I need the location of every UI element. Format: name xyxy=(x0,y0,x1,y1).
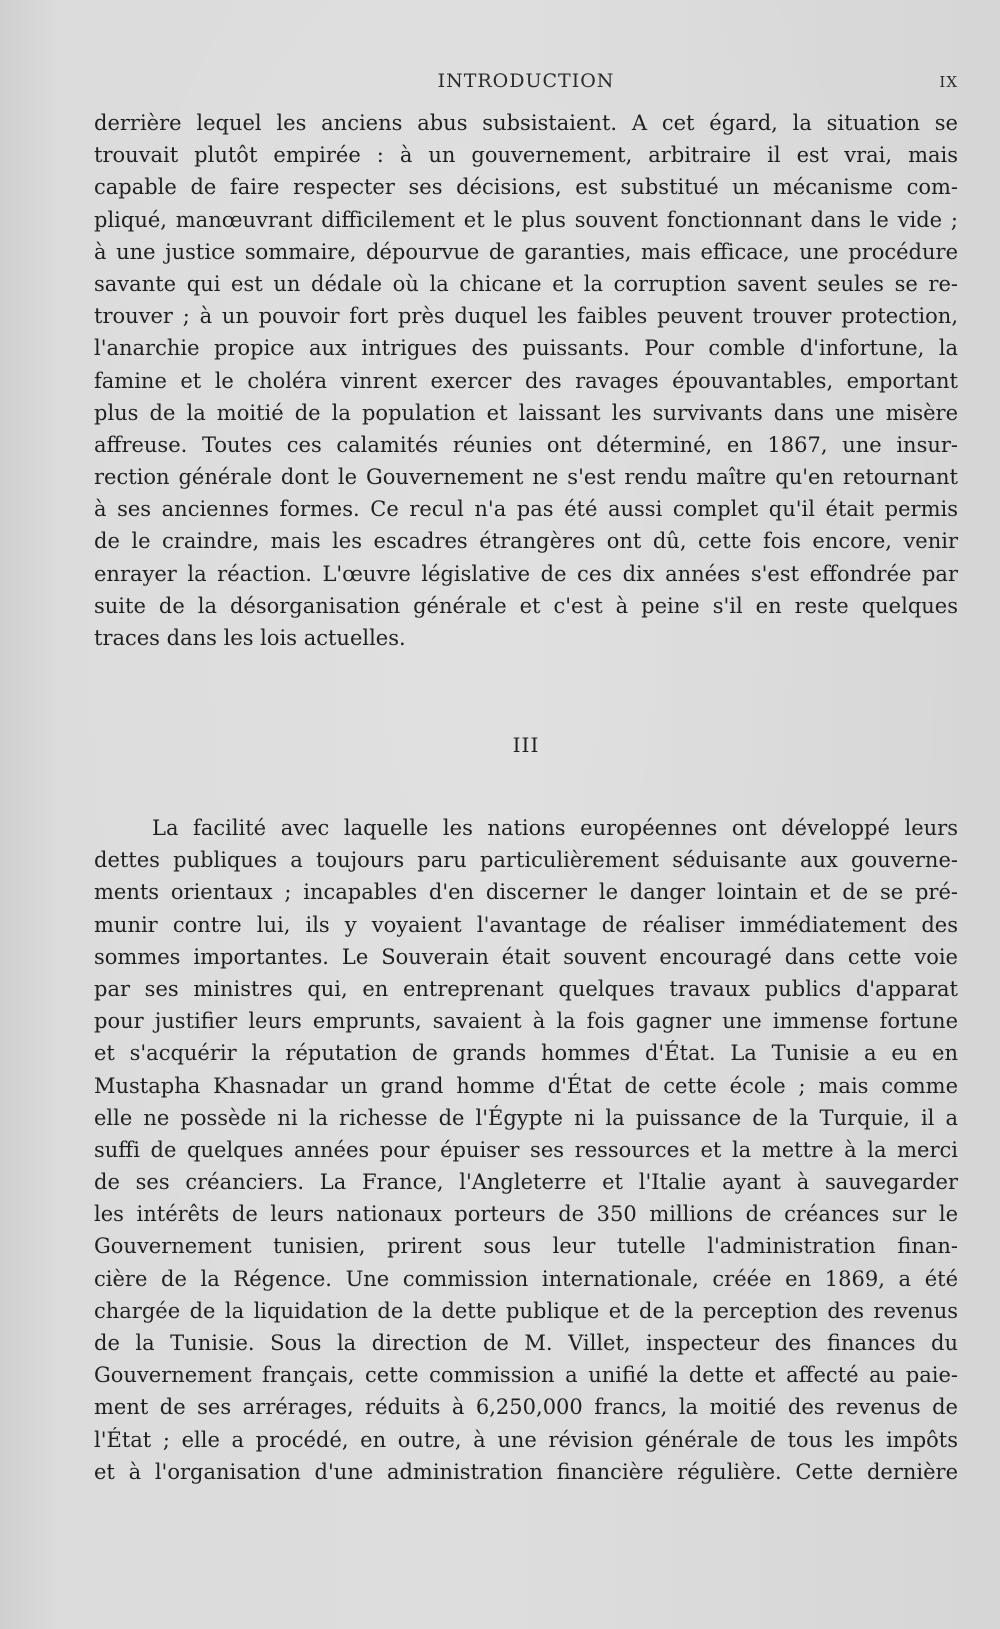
text-line: de la Tunisie. Sous la direction de M. Villet, inspecteur des finances du xyxy=(94,1331,958,1355)
text-line: ments orientaux ; incapables d'en discerner le danger lointain et de se pré- xyxy=(94,880,958,905)
text-line: Gouvernement tunisien, prirent sous leur tutelle l'administration finan- xyxy=(94,1234,958,1259)
text-line: munir contre lui, ils y voyaient l'avantage de réaliser immédiatement des xyxy=(94,912,958,937)
text-line: traces dans les lois actuelles. xyxy=(94,626,406,650)
text-line: enrayer la réaction. L'œuvre législative de ces dix années s'est effondrée par xyxy=(94,561,958,586)
running-title: INTRODUCTION xyxy=(437,70,615,92)
text-line: Gouvernement français, cette commission a unifié la dette et affecté au paie- xyxy=(94,1363,958,1388)
text-line: famine et le choléra vinrent exercer des ravages épouvantables, emportant xyxy=(94,368,958,393)
text-line: par ses ministres qui, en entreprenant quelques travaux publics d'apparat xyxy=(94,976,958,1001)
text-line: affreuse. Toutes ces calamités réunies ont déterminé, en 1867, une insur- xyxy=(94,432,958,457)
text-line: dettes publiques a toujours paru particulièrement séduisante aux gouverne- xyxy=(94,848,958,873)
text-line: elle ne possède ni la richesse de l'Égypte ni la puissance de la Turquie, il a xyxy=(94,1105,958,1130)
text-line: les intérêts de leurs nationaux porteurs de 350 millions de créances sur le xyxy=(94,1202,958,1227)
paragraph-1 xyxy=(94,107,958,654)
text-line: trouvait plutôt empirée : à un gouvernement, arbitraire il est vrai, mais xyxy=(94,143,958,168)
paragraph-2 xyxy=(94,812,958,1488)
section-heading: III xyxy=(512,733,540,757)
text-line: suffi de quelques années pour épuiser ses ressources et la mettre à la merci xyxy=(94,1137,958,1162)
text-line: Mustapha Khasnadar un grand homme d'État de cette école ; mais comme xyxy=(94,1073,958,1098)
text-line: et à l'organisation d'une administration financière régulière. Cette dernière xyxy=(94,1459,958,1484)
text-line: et s'acquérir la réputation de grands hommes d'État. La Tunisie a eu en xyxy=(94,1041,958,1066)
text-line: l'anarchie propice aux intrigues des puissants. Pour comble d'infortune, la xyxy=(94,336,958,361)
text-line: suite de la désorganisation générale et c'est à peine s'il en reste quelques xyxy=(94,593,958,618)
page-header xyxy=(94,70,958,98)
text-line: à ses anciennes formes. Ce recul n'a pas été aussi complet qu'il était permis xyxy=(94,497,958,522)
text-line: savante qui est un dédale où la chicane et la corruption savent seules se re- xyxy=(94,271,958,296)
text-line: La facilité avec laquelle les nations européennes ont développé leurs xyxy=(152,816,958,840)
text-line: capable de faire respecter ses décisions, est substitué un mécanisme com- xyxy=(94,175,958,200)
text-line: cière de la Régence. Une commission internationale, créée en 1869, a été xyxy=(94,1266,958,1291)
text-line: de le craindre, mais les escadres étrangères ont dû, cette fois encore, venir xyxy=(94,529,958,554)
text-line: derrière lequel les anciens abus subsistaient. A cet égard, la situation se xyxy=(94,111,958,135)
text-line: plus de la moitié de la population et laissant les survivants dans une misère xyxy=(94,400,958,425)
text-line: rection générale dont le Gouvernement ne s'est rendu maître qu'en retournant xyxy=(94,465,958,490)
text-line: chargée de la liquidation de la dette publique et de la perception des revenus xyxy=(94,1298,958,1323)
text-line: l'État ; elle a procédé, en outre, à une révision générale de tous les impôts xyxy=(94,1427,958,1452)
text-line: ment de ses arrérages, réduits à 6,250,000 francs, la moitié des revenus de xyxy=(94,1395,958,1420)
text-line: sommes importantes. Le Souverain était souvent encouragé dans cette voie xyxy=(94,944,958,969)
text-line: trouver ; à un pouvoir fort près duquel les faibles peuvent trouver protection, xyxy=(94,304,958,329)
text-line: pliqué, manœuvrant difficilement et le plus souvent fonctionnant dans le vide ; xyxy=(94,207,958,232)
page-number: IX xyxy=(939,73,958,91)
text-line: pour justifier leurs emprunts, savaient à la fois gagner une immense fortune xyxy=(94,1009,958,1034)
text-line: à une justice sommaire, dépourvue de garanties, mais efficace, une procédure xyxy=(94,239,958,264)
text-line: de ses créanciers. La France, l'Angleterre et l'Italie ayant à sauvegarder xyxy=(94,1170,958,1195)
